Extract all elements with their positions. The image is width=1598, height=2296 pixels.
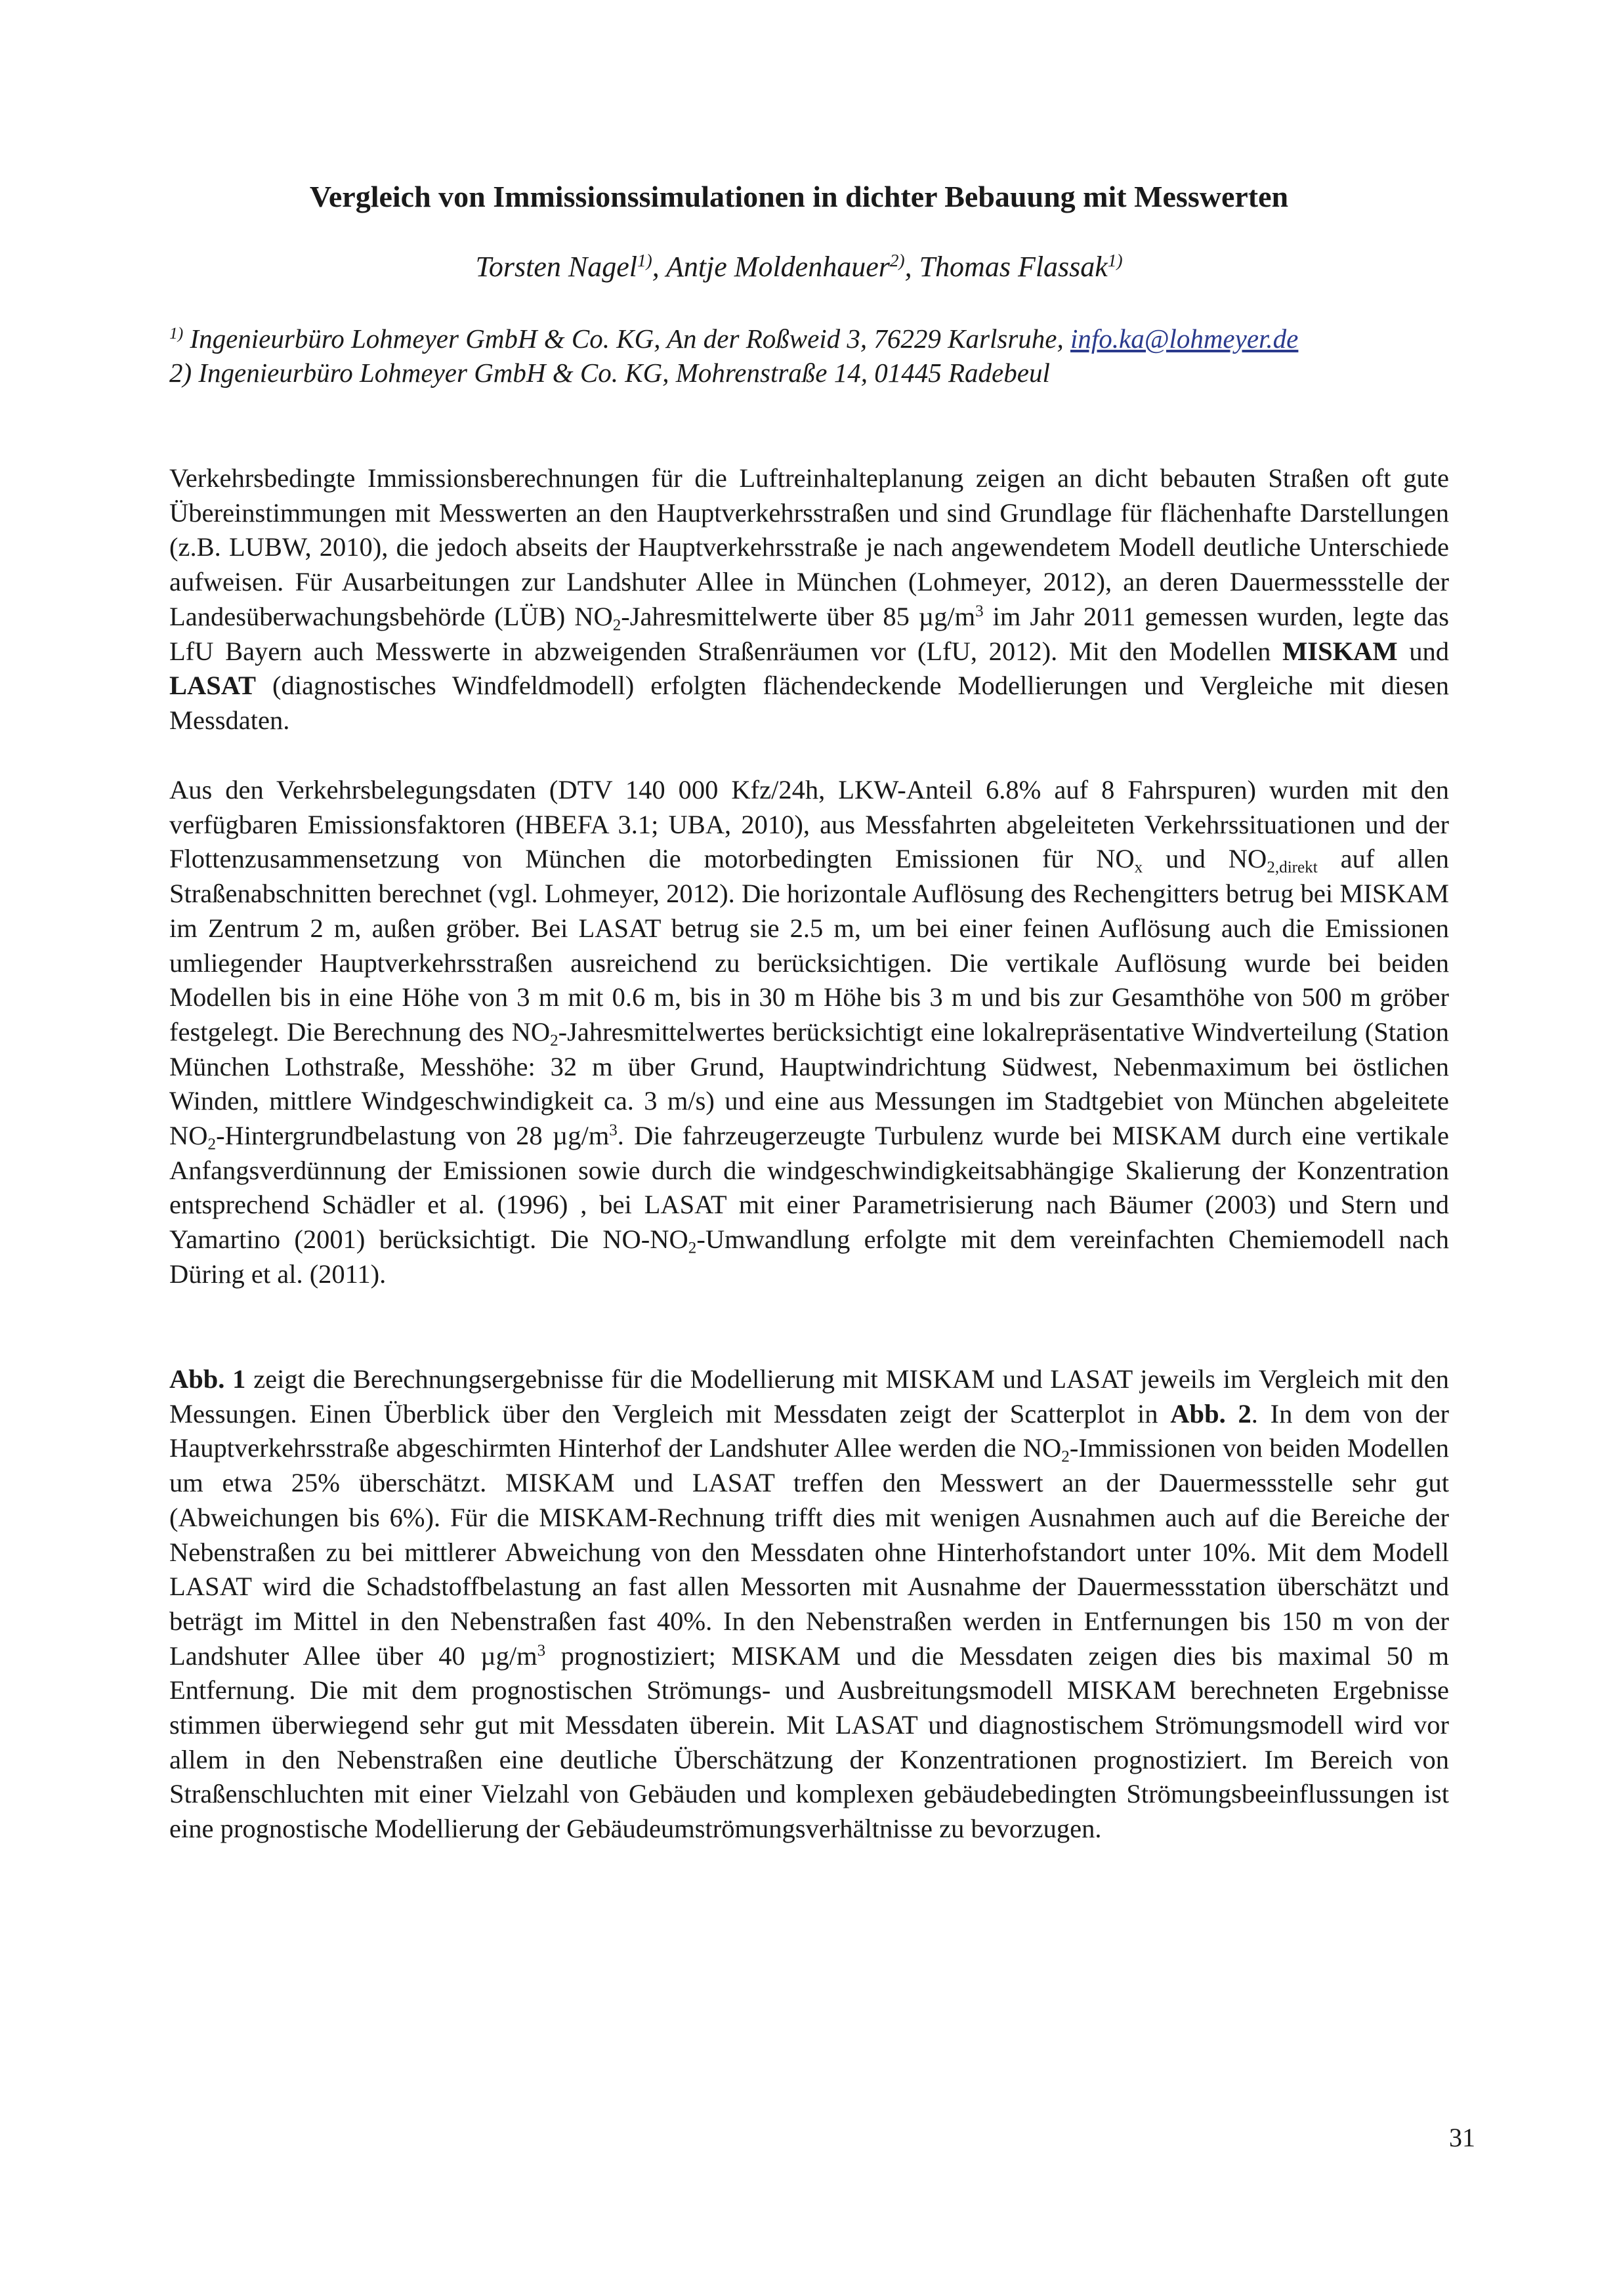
- author-affiliation-mark: 1): [637, 251, 652, 270]
- subscript: 2: [207, 1135, 217, 1154]
- affiliation-text: 2) Ingenieurbüro Lohmeyer GmbH & Co. KG, Mohrenstraße 14, 01445 Radebeul: [169, 358, 1050, 388]
- superscript: 3: [975, 602, 984, 621]
- subscript: 2: [612, 616, 621, 635]
- subscript: 2: [1061, 1448, 1070, 1466]
- text-run: auf allen Straßenabschnitten berechnet (vgl. Lohmeyer, 2012). Die horizontale Auflösung des Rechengitters betrug bei MISKAM im Zentrum 2 m, außen gröber. Bei LASAT betrug sie 2.5 m, um bei einer feinen Auflösung auch die Emissionen umliegender Hauptverkehrsstraßen ausreichend zu berücksichtigen. Die vertikale Auflösung wurde bei beiden Modellen bis in eine Höhe von 3 m mit 0.6 m, bis in 30 m Höhe bis 3 m und bis zur Gesamthöhe von 500 m gröber festgelegt. Die Berechnung des NO: [169, 844, 1450, 1047]
- superscript: 3: [609, 1121, 618, 1140]
- text-run: im Jahr 2011 gemessen wurden, legte das LfU Bayern auch Messwerte in abzweigenden Straßenräumen vor (LfU, 2012). Mit den Modellen: [169, 601, 1449, 666]
- affiliation-line: [169, 322, 1449, 356]
- paper-title: Vergleich von Immissionssimulationen in dichter Bebauung mit Messwerten: [309, 180, 1289, 213]
- text-run: . In dem von der Hauptverkehrsstraße abgeschirmten Hinterhof der Landshuter Allee werden die NO: [169, 1398, 1449, 1463]
- author-affiliation-mark: 1): [1107, 251, 1123, 270]
- author-name: Torsten Nagel: [475, 251, 637, 283]
- text-run: (diagnostisches Windfeldmodell) erfolgten flächendeckende Modellierungen und Vergleiche mit diesen Messdaten.: [169, 671, 1449, 735]
- body-paragraph-1: [169, 461, 1449, 738]
- author-separator: ,: [904, 251, 919, 283]
- affiliations: [169, 322, 1449, 390]
- text-run: -Hintergrundbelastung von 28 µg/m: [216, 1121, 610, 1151]
- author-name: Thomas Flassak: [919, 251, 1108, 283]
- bold-text: Abb. 2: [1170, 1398, 1251, 1429]
- bold-text: Abb. 1: [169, 1364, 246, 1394]
- text-run: und: [1397, 636, 1449, 666]
- text-run: -Immissionen von beiden Modellen um etwa 25% überschätzt. MISKAM und LASAT treffen den Messwert an der Dauermessstelle sehr gut (Abweichungen bis 6%). Für die MISKAM-Rechnung trifft dies mit wenigen Ausnahmen auch auf die Bereiche der Nebenstraßen zu bei mittlerer Abweichung von den Messdaten ohne Hinterhofstandort unter 10%. Mit dem Modell LASAT wird die Schadstoffbelastung an fast allen Messorten mit Ausnahme der Dauermessstation überschätzt und beträgt im Mittel in den Nebenstraßen fast 40%. In den Nebenstraßen werden in Entfernungen bis 150 m von der Landshuter Allee über 40 µg/m: [169, 1433, 1449, 1671]
- bold-text: LASAT: [169, 671, 257, 701]
- author-separator: ,: [652, 251, 666, 283]
- text-run: -Jahresmittelwerte über 85 µg/m: [621, 601, 976, 631]
- superscript: 3: [537, 1641, 546, 1659]
- body-paragraph-2: [169, 773, 1449, 1292]
- page-number: 31: [1449, 2123, 1475, 2152]
- email-link[interactable]: info.ka@lohmeyer.de: [1070, 324, 1299, 354]
- text-run: -Umwandlung erfolgte mit dem vereinfachten Chemiemodell nach Düring et al. (2011).: [169, 1224, 1449, 1289]
- affiliation-mark: 1): [169, 324, 184, 343]
- text-run: Aus den Verkehrsbelegungsdaten (DTV 140 000 Kfz/24h, LKW-Anteil 6.8% auf 8 Fahrspuren) wurden mit den verfügbaren Emissionsfaktoren (HBEFA 3.1; UBA, 2010), aus Messfahrten abgeleiteten Verkehrssituationen und der Flottenzusammensetzung von München die motorbedingten Emissionen für NO: [169, 775, 1449, 874]
- affiliation-line: [169, 356, 1449, 390]
- subscript: x: [1134, 858, 1143, 877]
- text-run: prognostiziert; MISKAM und die Messdaten zeigen dies bis maximal 50 m Entfernung. Die mit dem prognostischen Strömungs- und Ausbreitungsmodell MISKAM berechneten Ergebnisse stimmen überwiegend sehr gut mit Messdaten überein. Mit LASAT und diagnostischem Strömungsmodell wird vor allem in den Nebenstraßen eine deutliche Überschätzung der Konzentrationen prognostiziert. Im Bereich von Straßenschluchten mit einer Vielzahl von Gebäuden und komplexen gebäudebedingten Strömungsbeeinflussungen ist eine prognostische Modellierung der Gebäudeumströmungsverhältnisse zu bevorzugen.: [169, 1640, 1449, 1844]
- subscript: 2,direkt: [1267, 858, 1318, 877]
- body-paragraph-3: [169, 1362, 1449, 1847]
- text-run: -Jahresmittelwertes berücksichtigt eine lokalrepräsentative Windverteilung (Station München Lothstraße, Messhöhe: 32 m über Grund, Hauptwindrichtung Südwest, Nebenmaximum bei östlichen Winden, mittlere Windgeschwindigkeit ca. 3 m/s) und eine aus Messungen im Stadtgebiet von München abgeleitete NO: [169, 1016, 1449, 1151]
- text-run: Verkehrsbedingte Immissionsberechnungen für die Luftreinhalteplanung zeigen an dicht bebauten Straßen oft gute Übereinstimmungen mit Messwerten an den Hauptverkehrsstraßen und sind Grundlage für flächenhafte Darstellungen (z.B. LUBW, 2010), die jedoch abseits der Hauptverkehrsstraße je nach angewendetem Modell deutliche Unterschiede aufweisen. Für Ausarbeitungen zur Landshuter Allee in München (Lohmeyer, 2012), an deren Dauermessstelle der Landesüberwachungsbehörde (LÜB) NO: [169, 463, 1449, 631]
- author-line: [0, 248, 1598, 286]
- subscript: 2: [688, 1239, 697, 1257]
- affiliation-text: Ingenieurbüro Lohmeyer GmbH & Co. KG, An der Roßweid 3, 76229 Karlsruhe,: [183, 324, 1070, 354]
- bold-text: MISKAM: [1282, 636, 1398, 666]
- author-affiliation-mark: 2): [889, 251, 905, 270]
- subscript: 2: [550, 1032, 558, 1050]
- author-name: Antje Moldenhauer: [665, 251, 890, 283]
- text-run: zeigt die Berechnungsergebnisse für die Modellierung mit MISKAM und LASAT jeweils im Vergleich mit den Messungen. Einen Überblick über den Vergleich mit Messdaten zeigt der Scatterplot in: [169, 1364, 1450, 1429]
- text-run: . Die fahrzeugerzeugte Turbulenz wurde bei MISKAM durch eine vertikale Anfangsverdünnung der Emissionen sowie durch die windgeschwindigkeitsabhängige Skalierung der Konzentration entsprechend Schädler et al. (1996) , bei LASAT mit einer Parametrisierung nach Bäumer (2003) und Stern und Yamartino (2001) berücksichtigt. Die NO-NO: [169, 1121, 1449, 1255]
- text-run: und NO: [1143, 844, 1267, 874]
